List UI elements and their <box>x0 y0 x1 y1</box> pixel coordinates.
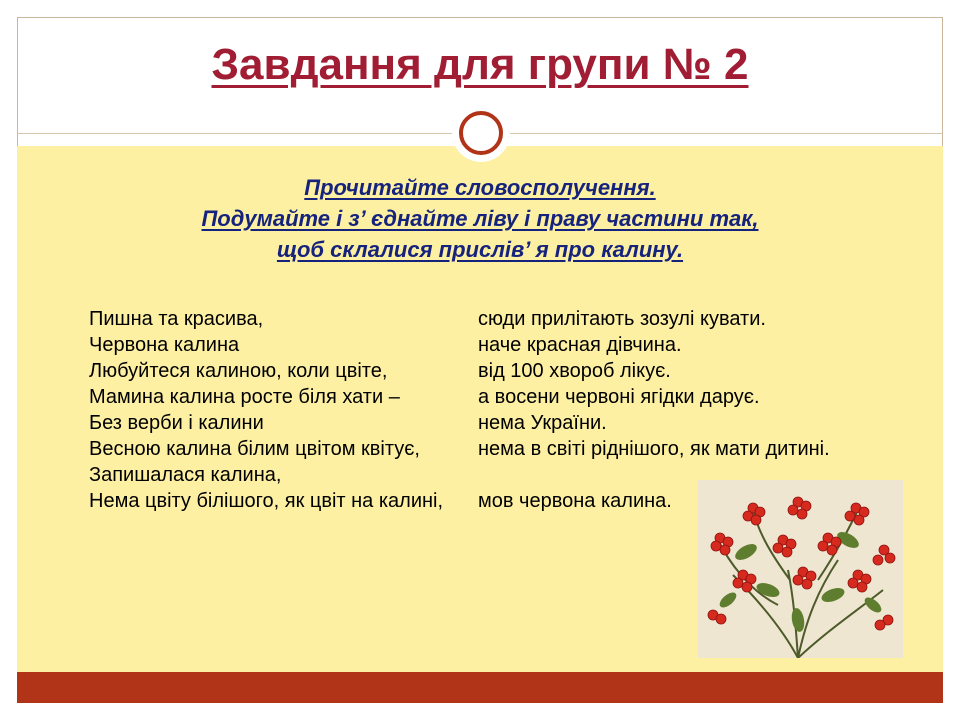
slide-title: Завдання для групи № 2 <box>211 40 749 89</box>
proverb-ending: нема України. <box>478 412 607 434</box>
instruction-line: Подумайте і з’ єднайте ліву і праву частини так, <box>201 206 759 231</box>
proverb-ending: сюди прилітають зозулі кувати. <box>478 308 766 330</box>
kalyna-bush-illustration <box>698 480 903 658</box>
proverb-beginning: Без верби і калини <box>89 412 264 434</box>
proverb-beginning: Любуйтеся калиною, коли цвіте, <box>89 360 388 382</box>
proverb-beginning: Пишна та красива, <box>89 308 264 330</box>
proverb-ending: нема в світі ріднішого, як мати дитині. <box>478 438 830 460</box>
proverb-beginnings <box>89 306 459 514</box>
proverb-ending: наче красная дівчина. <box>478 334 682 356</box>
proverb-beginning: Весною калина білим цвітом квітує, <box>89 438 420 460</box>
footer-bar <box>17 672 943 703</box>
proverb-beginning: Мамина калина росте біля хати – <box>89 386 400 408</box>
instruction-line: щоб склалися прислів’ я про калину. <box>276 237 684 262</box>
proverb-beginning: Нема цвіту білішого, як цвіт на калині, <box>89 490 444 512</box>
proverb-ending: мов червона калина. <box>478 490 672 512</box>
proverb-ending: а восени червоні ягідки дарує. <box>478 386 760 408</box>
proverb-beginning: Запишалася калина, <box>89 464 282 486</box>
proverb-ending: від 100 хвороб лікує. <box>478 360 671 382</box>
instruction-line: Прочитайте словосполучення. <box>304 175 656 200</box>
proverb-beginning: Червона калина <box>89 334 240 356</box>
circle-ornament-icon <box>459 111 503 155</box>
kalyna-painting <box>698 480 903 658</box>
task-instructions <box>140 172 820 265</box>
